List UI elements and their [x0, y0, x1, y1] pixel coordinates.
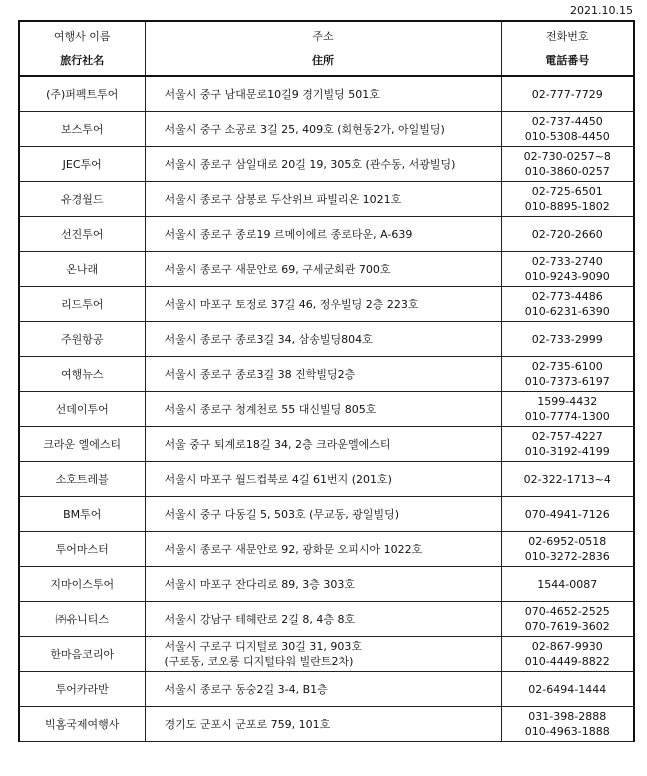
table-row — [19, 287, 634, 322]
phone-number: 02-720-2660 — [531, 227, 603, 241]
header-phone-hanja: 電話番号 — [545, 54, 590, 67]
agency-phone — [501, 252, 634, 287]
address-line: 서울시 종로구 청계천로 55 대신빌딩 805호 — [164, 402, 377, 416]
phone-number: 010-8895-1802 — [524, 200, 610, 213]
agency-address — [145, 112, 501, 147]
header-address-hanja: 住所 — [312, 54, 334, 67]
table-body — [19, 76, 634, 742]
address-line: 서울시 중구 소공로 3길 25, 409호 (회현동2가, 아일빌딩) — [164, 122, 445, 136]
agency-name: JEC투어 — [19, 147, 145, 182]
table-row — [19, 427, 634, 462]
agency-address — [145, 392, 501, 427]
phone-number: 02-322-1713~4 — [523, 472, 611, 486]
phone-number: 02-735-6100 — [531, 360, 603, 373]
agency-name: 보스투어 — [19, 112, 145, 147]
agency-phone — [501, 322, 634, 357]
address-line: 서울시 마포구 토정로 37길 46, 정우빌딩 2층 223호 — [164, 297, 419, 311]
agency-phone — [501, 217, 634, 252]
agency-name: 한마음코리아 — [19, 637, 145, 672]
agency-address — [145, 76, 501, 112]
address-line: 서울시 마포구 월드컵북로 4길 61번지 (201호) — [164, 472, 392, 486]
agency-phone — [501, 707, 634, 742]
address-line: 서울시 종로구 새문안로 69, 구세군회관 700호 — [164, 262, 391, 276]
agency-address — [145, 252, 501, 287]
agency-phone — [501, 637, 634, 672]
table-row — [19, 76, 634, 112]
header-name-ko: 여행사 이름 — [53, 30, 111, 43]
phone-number: 031-398-2888 — [528, 710, 607, 723]
agency-phone — [501, 112, 634, 147]
table-row — [19, 112, 634, 147]
agency-name: 유경월드 — [19, 182, 145, 217]
agency-address — [145, 287, 501, 322]
phone-number: 010-4963-1888 — [524, 725, 610, 738]
table-row — [19, 532, 634, 567]
address-line: 서울시 마포구 잔다리로 89, 3층 303호 — [164, 577, 355, 591]
agency-address — [145, 462, 501, 497]
agency-phone — [501, 497, 634, 532]
agency-phone — [501, 147, 634, 182]
address-line: 서울시 종로구 종로3길 38 진학빌딩2층 — [164, 367, 356, 381]
phone-number: 02-6494-1444 — [528, 682, 607, 696]
phone-number: 010-3192-4199 — [524, 445, 610, 458]
phone-number: 02-757-4227 — [531, 430, 603, 443]
agency-address — [145, 182, 501, 217]
agency-name: 온나래 — [19, 252, 145, 287]
agency-name: (주)퍼펙트투어 — [19, 76, 145, 112]
header-phone-ko: 전화번호 — [545, 30, 589, 43]
document-date: 2021.10.15 — [570, 4, 633, 17]
address-line: 서울시 중구 다동길 5, 503호 (무교동, 광일빌딩) — [164, 507, 400, 521]
table-row — [19, 602, 634, 637]
agency-address — [145, 322, 501, 357]
table-row — [19, 217, 634, 252]
phone-number: 02-6952-0518 — [528, 535, 607, 548]
agency-address — [145, 357, 501, 392]
phone-number: 010-3860-0257 — [524, 165, 610, 178]
agency-address — [145, 532, 501, 567]
phone-number: 02-773-4486 — [531, 290, 603, 303]
agency-name: 크라운 엘에스티 — [19, 427, 145, 462]
table-row — [19, 637, 634, 672]
agency-address — [145, 672, 501, 707]
agency-phone — [501, 462, 634, 497]
agency-phone — [501, 357, 634, 392]
phone-number: 010-7774-1300 — [524, 410, 610, 423]
phone-number: 02-867-9930 — [531, 640, 603, 653]
phone-number: 02-725-6501 — [531, 185, 603, 198]
table-row — [19, 567, 634, 602]
phone-number: 1544-0087 — [537, 577, 598, 591]
phone-number: 010-4449-8822 — [524, 655, 610, 668]
header-name — [19, 21, 145, 76]
agency-name: 소호트레블 — [19, 462, 145, 497]
agency-name: 리드투어 — [19, 287, 145, 322]
agency-address — [145, 217, 501, 252]
phone-number: 1599-4432 — [537, 395, 598, 408]
agency-address — [145, 147, 501, 182]
address-line: 서울시 종로구 종로19 르메이에르 종로타운, A-639 — [164, 227, 413, 241]
agency-name: ㈜유니티스 — [19, 602, 145, 637]
agency-address — [145, 427, 501, 462]
phone-number: 010-9243-9090 — [524, 270, 610, 283]
agency-address — [145, 602, 501, 637]
agency-name: 빅홈국제여행사 — [19, 707, 145, 742]
agency-name: 선진투어 — [19, 217, 145, 252]
table-row — [19, 147, 634, 182]
agency-phone — [501, 392, 634, 427]
address-line: (구로동, 코오롱 디지털타워 빌란트2차) — [164, 655, 354, 668]
agency-name: 지마이스투어 — [19, 567, 145, 602]
table-header — [19, 21, 634, 76]
table-row — [19, 462, 634, 497]
address-line: 서울시 종로구 삼봉로 두산위브 파빌리온 1021호 — [164, 192, 402, 206]
address-line: 경기도 군포시 군포로 759, 101호 — [164, 717, 331, 731]
address-line: 서울시 종로구 새문안로 92, 광화문 오피시아 1022호 — [164, 542, 423, 556]
agency-name: 선데이투어 — [19, 392, 145, 427]
phone-number: 010-3272-2836 — [524, 550, 610, 563]
phone-number: 010-6231-6390 — [524, 305, 610, 318]
address-line: 서울시 종로구 종로3길 34, 삼송빌딩804호 — [164, 332, 373, 346]
phone-number: 02-777-7729 — [531, 87, 603, 101]
phone-number: 070-4652-2525 — [524, 605, 610, 618]
table-row — [19, 392, 634, 427]
agency-phone — [501, 287, 634, 322]
agency-phone — [501, 672, 634, 707]
agency-address — [145, 497, 501, 532]
header-phone — [501, 21, 634, 76]
header-name-hanja: 旅行社名 — [60, 54, 105, 67]
agency-phone — [501, 427, 634, 462]
agency-phone — [501, 567, 634, 602]
phone-number: 010-5308-4450 — [524, 130, 610, 143]
agency-phone — [501, 532, 634, 567]
phone-number: 070-4941-7126 — [524, 507, 610, 521]
agency-phone — [501, 602, 634, 637]
agency-address — [145, 707, 501, 742]
agency-name: BM투어 — [19, 497, 145, 532]
agency-address — [145, 637, 501, 672]
table-row — [19, 182, 634, 217]
agency-name: 주원항공 — [19, 322, 145, 357]
address-line: 서울시 중구 남대문로10길9 경기빌딩 501호 — [164, 87, 380, 101]
agency-phone — [501, 76, 634, 112]
phone-number: 02-737-4450 — [531, 115, 603, 128]
phone-number: 02-730-0257~8 — [523, 150, 611, 163]
travel-agency-table — [18, 20, 635, 742]
agency-name: 투어카라반 — [19, 672, 145, 707]
table-row — [19, 707, 634, 742]
table-row — [19, 252, 634, 287]
table-row — [19, 322, 634, 357]
agency-address — [145, 567, 501, 602]
address-line: 서울시 강남구 테헤란로 2길 8, 4층 8호 — [164, 612, 356, 626]
header-address-ko: 주소 — [312, 30, 334, 43]
table-row — [19, 357, 634, 392]
phone-number: 010-7373-6197 — [524, 375, 610, 388]
agency-name: 투어마스터 — [19, 532, 145, 567]
table-row — [19, 497, 634, 532]
address-line: 서울시 종로구 동숭2길 3-4, B1층 — [164, 682, 328, 696]
phone-number: 02-733-2740 — [531, 255, 603, 268]
agency-phone — [501, 182, 634, 217]
header-address — [145, 21, 501, 76]
phone-number: 02-733-2999 — [531, 332, 603, 346]
address-line: 서울시 구로구 디지털로 30길 31, 903호 — [164, 640, 362, 653]
agency-name: 여행뉴스 — [19, 357, 145, 392]
table-row — [19, 672, 634, 707]
address-line: 서울 중구 퇴계로18길 34, 2층 크라운엘에스티 — [164, 437, 391, 451]
address-line: 서울시 종로구 삼일대로 20길 19, 305호 (관수동, 서광빌딩) — [164, 157, 456, 171]
phone-number: 070-7619-3602 — [524, 620, 610, 633]
